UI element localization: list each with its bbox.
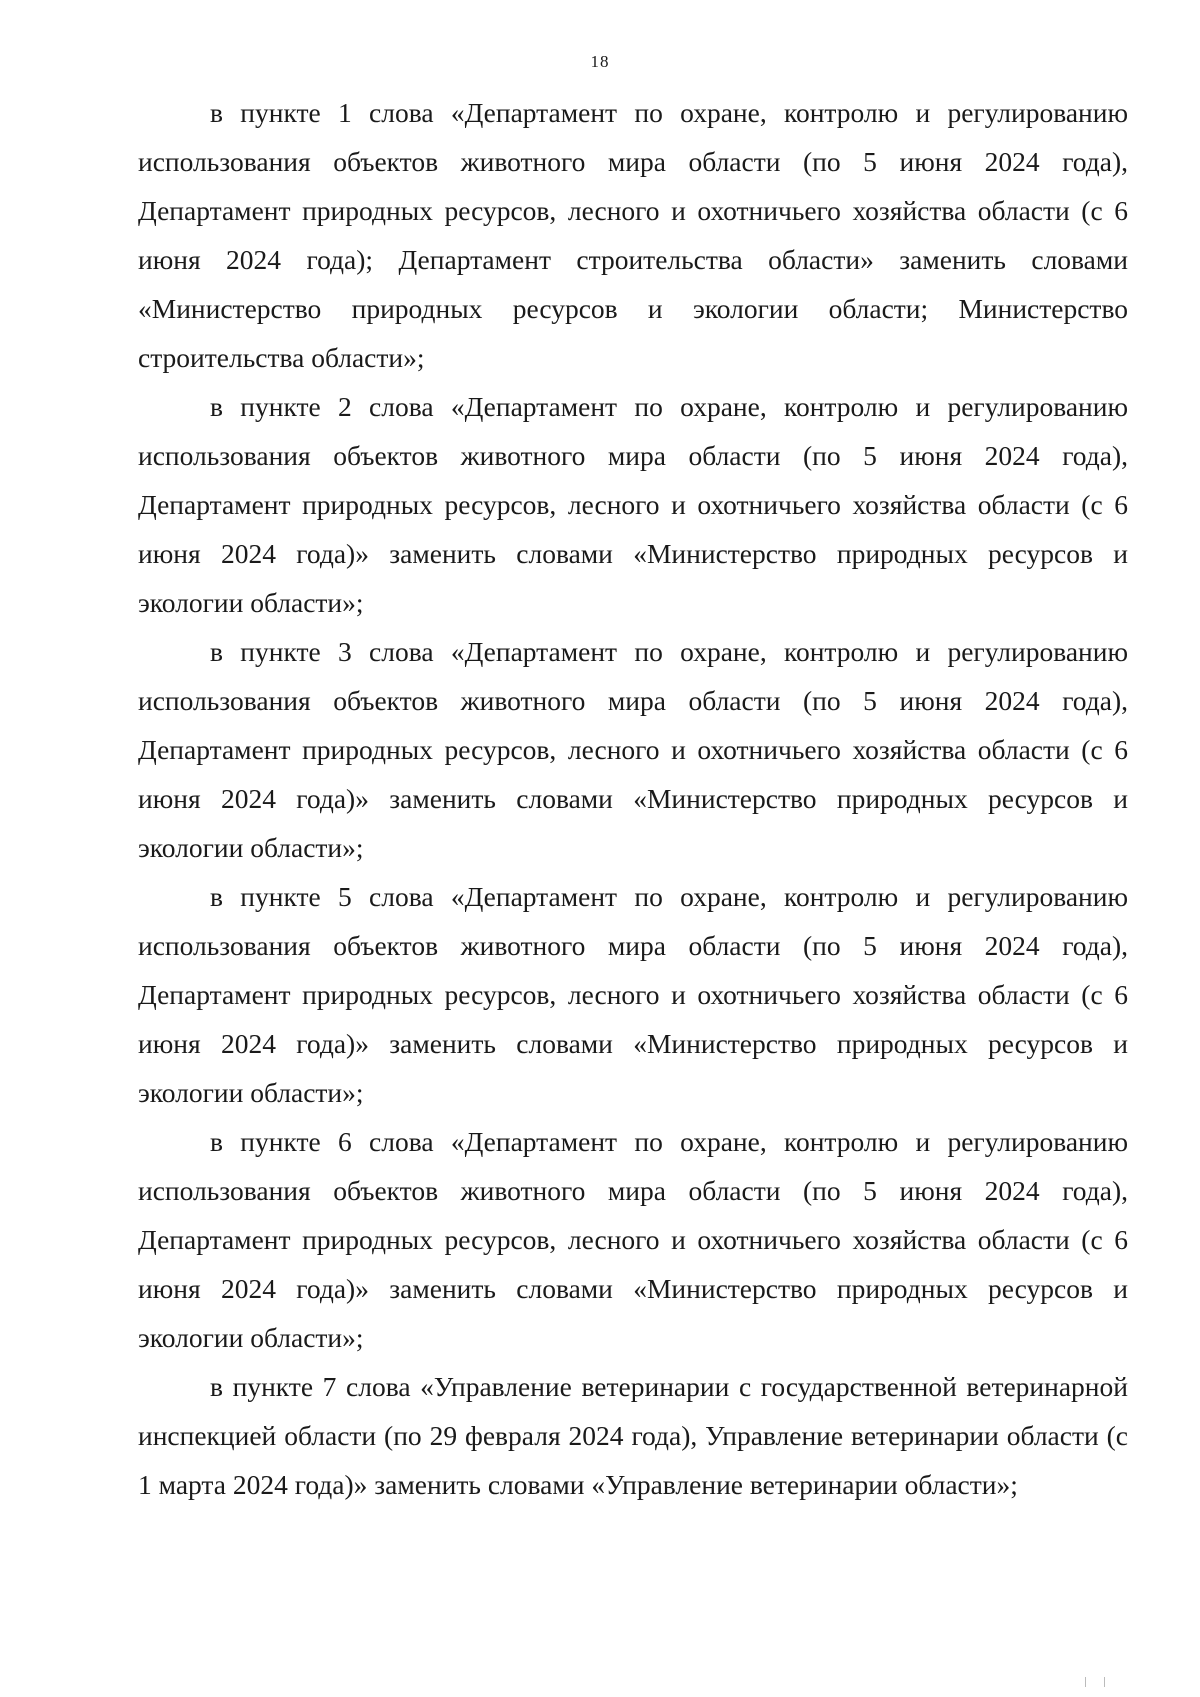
paragraph-item-1: в пункте 1 слова «Департамент по охране, контролю и регулированию использования объектов животного мира области (по 5 июня 2024 года), Департамент природных ресурсов, лесного и охотничьего хозяйства области (с 6 июня 2024 года); Департамент строительства области» заменить словами «Министерство природных ресурсов и экологии области; Министерство строительства области»;	[138, 97, 1128, 373]
paragraph-item-5: в пункте 5 слова «Департамент по охране, контролю и регулированию использования объектов животного мира области (по 5 июня 2024 года), Департамент природных ресурсов, лесного и охотничьего хозяйства области (с 6 июня 2024 года)» заменить словами «Министерство природных ресурсов и экологии области»;	[138, 881, 1128, 1108]
paragraph-item-6: в пункте 6 слова «Департамент по охране, контролю и регулированию использования объектов животного мира области (по 5 июня 2024 года), Департамент природных ресурсов, лесного и охотничьего хозяйства области (с 6 июня 2024 года)» заменить словами «Министерство природных ресурсов и экологии области»;	[138, 1126, 1128, 1353]
paragraph-item-7: в пункте 7 слова «Управление ветеринарии с государственной ветеринарной инспекцией области (по 29 февраля 2024 года), Управление ветеринарии области (с 1 марта 2024 года)» заменить словами «Управление ветеринарии области»;	[138, 1371, 1128, 1500]
document-body	[138, 88, 1128, 1509]
page-number: 18	[590, 52, 610, 71]
scan-artifact	[1085, 1677, 1105, 1687]
paragraph-item-3: в пункте 3 слова «Департамент по охране, контролю и регулированию использования объектов животного мира области (по 5 июня 2024 года), Департамент природных ресурсов, лесного и охотничьего хозяйства области (с 6 июня 2024 года)» заменить словами «Министерство природных ресурсов и экологии области»;	[138, 636, 1128, 863]
paragraph-item-2: в пункте 2 слова «Департамент по охране, контролю и регулированию использования объектов животного мира области (по 5 июня 2024 года), Департамент природных ресурсов, лесного и охотничьего хозяйства области (с 6 июня 2024 года)» заменить словами «Министерство природных ресурсов и экологии области»;	[138, 391, 1128, 618]
